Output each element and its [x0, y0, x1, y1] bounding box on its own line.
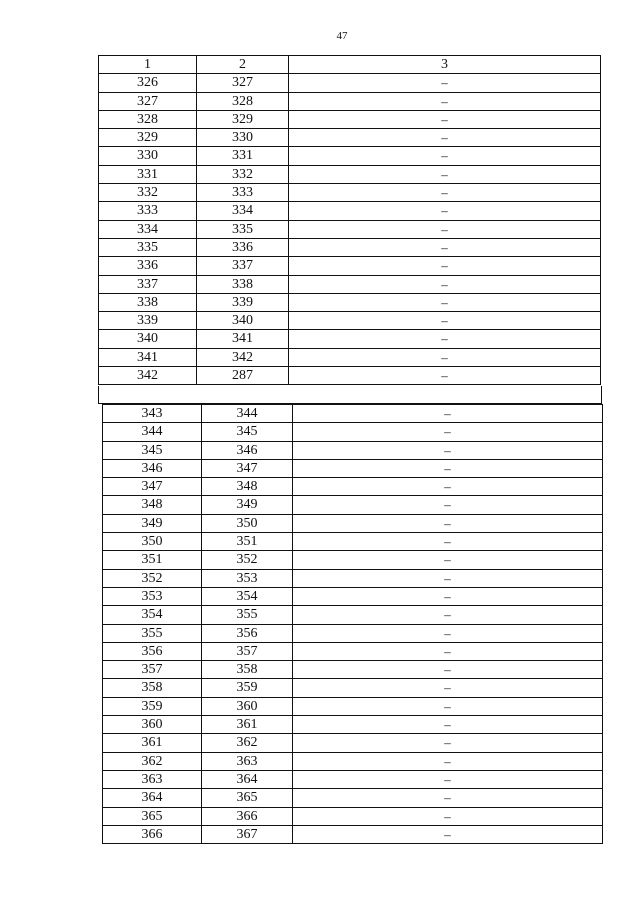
table-cell-col-1: 358: [103, 679, 202, 697]
table-cell-col-3: –: [293, 642, 603, 660]
table-cell-col-2: 366: [202, 807, 293, 825]
table-row: [103, 587, 603, 605]
table-cell-col-1: 354: [103, 606, 202, 624]
table-cell-col-3: –: [293, 423, 603, 441]
table-row: [99, 110, 601, 128]
table-cell-col-1: 331: [99, 165, 197, 183]
table-cell-col-3: –: [293, 551, 603, 569]
table-cell-col-2: 337: [197, 257, 289, 275]
table-cell-col-3: –: [293, 789, 603, 807]
table-cell-col-1: 353: [103, 587, 202, 605]
table-row: [99, 92, 601, 110]
table-cell-col-2: 355: [202, 606, 293, 624]
table-cell-col-1: 328: [99, 110, 197, 128]
table-cell-col-3: –: [293, 825, 603, 843]
table-cell-col-1: 330: [99, 147, 197, 165]
table-cell-col-1: 352: [103, 569, 202, 587]
table-row: [103, 551, 603, 569]
table-cell-col-1: 355: [103, 624, 202, 642]
table-row: [99, 129, 601, 147]
table-row: [103, 514, 603, 532]
table-cell-col-1: 364: [103, 789, 202, 807]
table-cell-col-2: 365: [202, 789, 293, 807]
table-cell-col-2: 358: [202, 661, 293, 679]
table-row: [103, 734, 603, 752]
table-cell-col-1: 334: [99, 220, 197, 238]
table-cell-col-3: –: [293, 606, 603, 624]
table-cell-col-2: 333: [197, 184, 289, 202]
table-cell-col-3: –: [293, 587, 603, 605]
table-cell-col-2: 332: [197, 165, 289, 183]
table-cell-col-2: 367: [202, 825, 293, 843]
table-cell-col-2: 362: [202, 734, 293, 752]
table-cell-col-2: 327: [197, 74, 289, 92]
table-cell-col-2: 364: [202, 770, 293, 788]
table-cell-col-2: 336: [197, 238, 289, 256]
table-cell-col-3: –: [293, 807, 603, 825]
table-cell-col-3: –: [289, 147, 601, 165]
table-cell-col-2: 338: [197, 275, 289, 293]
table-cell-col-1: 363: [103, 770, 202, 788]
table-cell-col-1: 327: [99, 92, 197, 110]
table-cell-col-2: 350: [202, 514, 293, 532]
table-cell-col-3: –: [289, 110, 601, 128]
table-cell-col-3: –: [289, 220, 601, 238]
table-row: [99, 275, 601, 293]
table-cell-col-2: 354: [202, 587, 293, 605]
table-cell-col-3: –: [289, 129, 601, 147]
table-cell-col-1: 343: [103, 405, 202, 423]
table-cell-col-2: 363: [202, 752, 293, 770]
table-cell-col-1: 351: [103, 551, 202, 569]
table-cell-col-3: –: [293, 661, 603, 679]
table-cell-col-2: 287: [197, 367, 289, 385]
table-cell-col-3: –: [293, 533, 603, 551]
table-cell-col-3: –: [289, 238, 601, 256]
table-cell-col-2: 347: [202, 459, 293, 477]
table-cell-col-2: 352: [202, 551, 293, 569]
table-cell-col-3: –: [293, 496, 603, 514]
table-cell-col-3: –: [293, 478, 603, 496]
table-cell-col-2: 340: [197, 312, 289, 330]
table-cell-col-2: 349: [202, 496, 293, 514]
table-row: [103, 642, 603, 660]
table-cell-col-2: 351: [202, 533, 293, 551]
table-cell-col-1: 348: [103, 496, 202, 514]
table-cell-col-1: 362: [103, 752, 202, 770]
table-row: [103, 569, 603, 587]
table-cell-col-3: –: [289, 367, 601, 385]
table-cell-col-2: 331: [197, 147, 289, 165]
table-cell-col-2: 341: [197, 330, 289, 348]
table-row: [99, 184, 601, 202]
column-header-3: 3: [289, 56, 601, 74]
data-table-top: [98, 55, 601, 385]
table-cell-col-1: 360: [103, 716, 202, 734]
table-cell-col-2: 348: [202, 478, 293, 496]
table-cell-col-1: 342: [99, 367, 197, 385]
table-cell-col-2: 335: [197, 220, 289, 238]
table-row: [103, 405, 603, 423]
table-cell-col-3: –: [289, 293, 601, 311]
table-cell-col-2: 344: [202, 405, 293, 423]
table-cell-col-3: –: [293, 770, 603, 788]
table-cell-col-3: –: [289, 330, 601, 348]
table-cell-col-2: 330: [197, 129, 289, 147]
table-row: [99, 74, 601, 92]
table-cell-col-3: –: [293, 441, 603, 459]
table-row: [103, 459, 603, 477]
table-cell-col-2: 357: [202, 642, 293, 660]
table-row: [103, 624, 603, 642]
column-header-2: 2: [197, 56, 289, 74]
table-top-body: [99, 56, 601, 385]
table-cell-col-2: 359: [202, 679, 293, 697]
table-row: [103, 825, 603, 843]
table-cell-col-1: 340: [99, 330, 197, 348]
table-header-row: [99, 56, 601, 74]
table-cell-col-3: –: [289, 257, 601, 275]
table-row: [99, 220, 601, 238]
table-row: [103, 661, 603, 679]
table-row: [99, 202, 601, 220]
table-cell-col-1: 332: [99, 184, 197, 202]
table-row: [103, 789, 603, 807]
column-header-1: 1: [99, 56, 197, 74]
table-cell-col-1: 345: [103, 441, 202, 459]
table-cell-col-1: 349: [103, 514, 202, 532]
table-row: [103, 533, 603, 551]
table-cell-col-1: 361: [103, 734, 202, 752]
table-row: [99, 147, 601, 165]
table-cell-col-2: 328: [197, 92, 289, 110]
table-cell-col-2: 339: [197, 293, 289, 311]
table-row: [99, 238, 601, 256]
table-cell-col-3: –: [293, 752, 603, 770]
table-row: [103, 441, 603, 459]
table-row: [103, 423, 603, 441]
table-cell-col-2: 353: [202, 569, 293, 587]
table-cell-col-3: –: [293, 697, 603, 715]
table-cell-col-3: –: [289, 92, 601, 110]
table-row: [103, 752, 603, 770]
table-row: [99, 312, 601, 330]
table-cell-col-2: 345: [202, 423, 293, 441]
table-row: [99, 348, 601, 366]
table-cell-col-2: 356: [202, 624, 293, 642]
table-cell-col-3: –: [289, 202, 601, 220]
table-separator-row: [98, 386, 602, 404]
table-row: [103, 496, 603, 514]
table-cell-col-1: 336: [99, 257, 197, 275]
table-cell-col-3: –: [289, 312, 601, 330]
table-row: [103, 807, 603, 825]
table-cell-col-3: –: [289, 165, 601, 183]
table-row: [99, 257, 601, 275]
table-cell-col-1: 356: [103, 642, 202, 660]
table-cell-col-3: –: [293, 679, 603, 697]
table-cell-col-3: –: [293, 514, 603, 532]
table-cell-col-3: –: [293, 734, 603, 752]
table-cell-col-1: 326: [99, 74, 197, 92]
table-cell-col-1: 347: [103, 478, 202, 496]
table-row: [99, 330, 601, 348]
table-row: [103, 606, 603, 624]
table-cell-col-3: –: [293, 569, 603, 587]
table-row: [103, 697, 603, 715]
table-cell-col-1: 329: [99, 129, 197, 147]
table-cell-col-1: 338: [99, 293, 197, 311]
table-row: [103, 679, 603, 697]
table-cell-col-1: 357: [103, 661, 202, 679]
table-cell-col-1: 335: [99, 238, 197, 256]
table-cell-col-1: 341: [99, 348, 197, 366]
table-cell-col-1: 344: [103, 423, 202, 441]
table-cell-col-3: –: [293, 624, 603, 642]
table-cell-col-3: –: [289, 275, 601, 293]
table-cell-col-1: 366: [103, 825, 202, 843]
table-cell-col-1: 359: [103, 697, 202, 715]
table-cell-col-2: 329: [197, 110, 289, 128]
table-cell-col-3: –: [289, 184, 601, 202]
table-cell-col-1: 337: [99, 275, 197, 293]
table-cell-col-3: –: [289, 348, 601, 366]
table-cell-col-3: –: [293, 716, 603, 734]
table-cell-col-1: 346: [103, 459, 202, 477]
table-cell-col-2: 342: [197, 348, 289, 366]
table-cell-col-3: –: [293, 405, 603, 423]
table-bottom-body: [103, 405, 603, 844]
table-row: [99, 165, 601, 183]
page-number: 47: [336, 30, 348, 42]
table-cell-col-1: 333: [99, 202, 197, 220]
table-cell-col-2: 346: [202, 441, 293, 459]
table-row: [103, 716, 603, 734]
table-cell-col-3: –: [293, 459, 603, 477]
table-cell-col-1: 365: [103, 807, 202, 825]
table-cell-col-2: 360: [202, 697, 293, 715]
table-cell-col-3: –: [289, 74, 601, 92]
table-row: [103, 770, 603, 788]
table-cell-col-1: 339: [99, 312, 197, 330]
table-row: [99, 367, 601, 385]
table-cell-col-2: 361: [202, 716, 293, 734]
data-table-bottom: [102, 404, 603, 844]
table-row: [99, 293, 601, 311]
table-cell-col-1: 350: [103, 533, 202, 551]
table-row: [103, 478, 603, 496]
table-cell-col-2: 334: [197, 202, 289, 220]
